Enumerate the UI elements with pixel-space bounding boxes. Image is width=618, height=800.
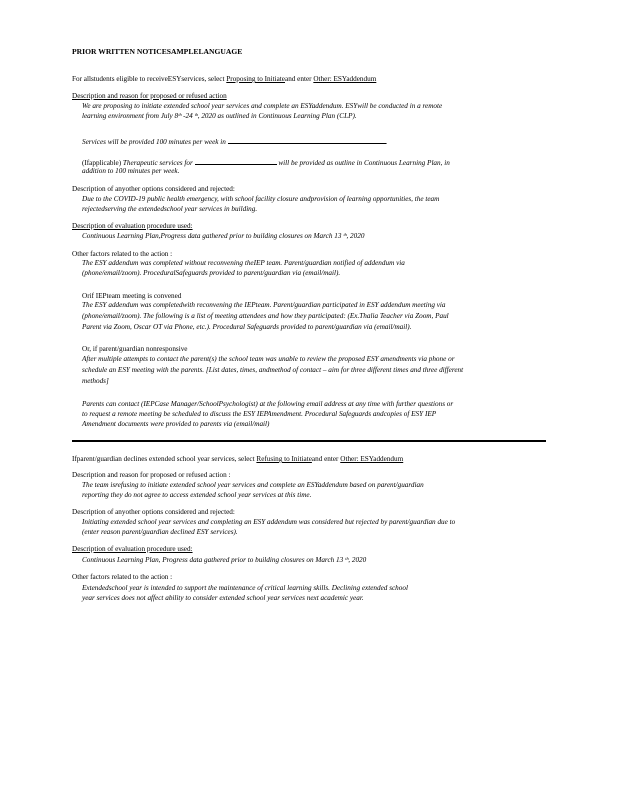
services-blank — [228, 136, 386, 144]
section2-other-line: (enter reason parent/guardian declined ESY services). — [82, 528, 238, 536]
section2-intro-text: Ifparent/guardian declines extended school year services, select — [72, 455, 257, 463]
section2-factors-line: Extendedschool year is intended to support the maintenance of critical learning skills. Declining extended school — [82, 584, 408, 592]
or-iep-line: (phone/email/zoom). The following is a list of meeting attendees and how they participated: (Ex.Thalia Teacher via Zoom, Paul — [82, 312, 449, 320]
section1-factors-line: (phone/email/zoom). ProceduralSafeguards provided to parent/guardian via (email/mail). — [82, 269, 341, 277]
section-divider — [72, 440, 546, 442]
section2-factors-line: year services does not affect ability to consider extended school year services next academic year. — [82, 594, 364, 602]
nonresponsive-line: methods] — [82, 377, 109, 385]
section1-intro-select: Proposing to Initiate — [226, 75, 285, 83]
therapeutic-blank — [195, 157, 277, 165]
contact-line: Parents can contact (IEPCase Manager/SchoolPsychologist) at the following email address at any time with further questions or — [82, 400, 454, 408]
section2-other-heading: Description of anyother options considered and rejected: — [72, 508, 235, 516]
nonresponsive-heading: Or, if parent/guardian nonresponsive — [82, 345, 188, 353]
section1-other-heading: Description of anyother options considered and rejected: — [72, 185, 235, 193]
section1-desc-line: learning environment from July 8ᵗʰ -24 ᵗʰ, 2020 as outlined in Continuous Learning Plan (CLP). — [82, 112, 357, 120]
services-line: Services will be provided 100 minutes per week in . — [82, 138, 388, 146]
section1-intro — [72, 75, 376, 84]
section2-eval-heading: Description of evaluation procedure used: — [72, 545, 193, 553]
section1-factors-line: The ESY addendum was completed without reconvening theIEP team. Parent/guardian notified of addendum via — [82, 259, 405, 267]
section2-intro-other: Other: ESYaddendum — [340, 455, 404, 463]
section1-factors-heading: Other factors related to the action : — [72, 250, 173, 258]
or-iep-line: The ESY addendum was completedwith reconvening the IEPteam. Parent/guardian participated in ESY addendum meeting via — [82, 301, 446, 309]
therapeutic-text: Therapeutic services for — [122, 159, 193, 167]
nonresponsive-line: After multiple attempts to contact the parent(s) the school team was unable to review the proposed ESY amendments via phone or — [82, 355, 455, 363]
therapeutic-line2: addition to 100 minutes per week. — [82, 167, 180, 175]
therapeutic-text-post: will be provided as outline in Continuous Learning Plan, in — [278, 159, 450, 167]
nonresponsive-line: schedule an ESY meeting with the parents. [List dates, times, andmethod of contact – aim for three different times and three different — [82, 366, 464, 374]
section2-desc-line: The team isrefusing to initiate extended school year services and complete an ESYaddendum based on parent/guardian — [82, 481, 424, 489]
section1-intro-text: For allstudents eligible to receiveESYservices, select — [72, 75, 227, 83]
section1-intro-other: Other: ESYaddendum — [313, 75, 377, 83]
section1-other-line: Due to the COVID-19 public health emergency, with school facility closure andprovision of learning opportunities, the team — [82, 195, 440, 203]
section1-eval-line: Continuous Learning Plan,Progress data gathered prior to building closures on March 13 ᵗʰ, 2020 — [82, 232, 365, 240]
section2-factors-heading: Other factors related to the action : — [72, 573, 173, 581]
section2-intro — [72, 455, 403, 464]
section2-intro-mid: and enter — [311, 455, 341, 463]
or-iep-heading: Orif IEPteam meeting is convened — [82, 292, 182, 300]
section1-desc-line: We are proposing to initiate extended school year services and complete an ESYaddendum. ESYwill be conducted in a remote — [82, 102, 443, 110]
services-text: Services will be provided 100 minutes per week in — [82, 138, 226, 146]
if-applicable-label: (Ifapplicable) — [82, 159, 122, 167]
or-iep-line: Parent via Zoom, Oscar OT via Phone, etc.). Procedural Safeguards provided to parent/guardian via (email/mail). — [82, 323, 412, 331]
contact-line: to request a remote meeting be scheduled to discuss the ESY IEPAmendment. Procedural Safeguards andcopies of ESY IEP — [82, 410, 437, 418]
section1-intro-mid: and enter — [285, 75, 314, 83]
section2-intro-select: Refusing to Initiate — [256, 455, 312, 463]
section2-desc-line: reporting they do not agree to access extended school year services at this time. — [82, 491, 312, 499]
contact-line: Amendment documents were provided to parents via (email/mail) — [82, 420, 270, 428]
section2-other-line: Initiating extended school year services and completing an ESY addendum was considered but rejected by parent/guardian due to — [82, 518, 456, 526]
section1-desc-heading: Description and reason for proposed or refused action — [72, 92, 227, 100]
section2-desc-heading: Description and reason for proposed or refused action : — [72, 471, 231, 479]
document-title: PRIOR WRITTEN NOTICESAMPLELANGUAGE — [72, 47, 243, 56]
section1-eval-heading: Description of evaluation procedure used: — [72, 222, 193, 230]
section2-eval-line: Continuous Learning Plan, Progress data gathered prior to building closures on March 13 ᵗʰ, 2020 — [82, 556, 367, 564]
section1-other-line: rejectedserving the extendedschool year services in building. — [82, 205, 258, 213]
